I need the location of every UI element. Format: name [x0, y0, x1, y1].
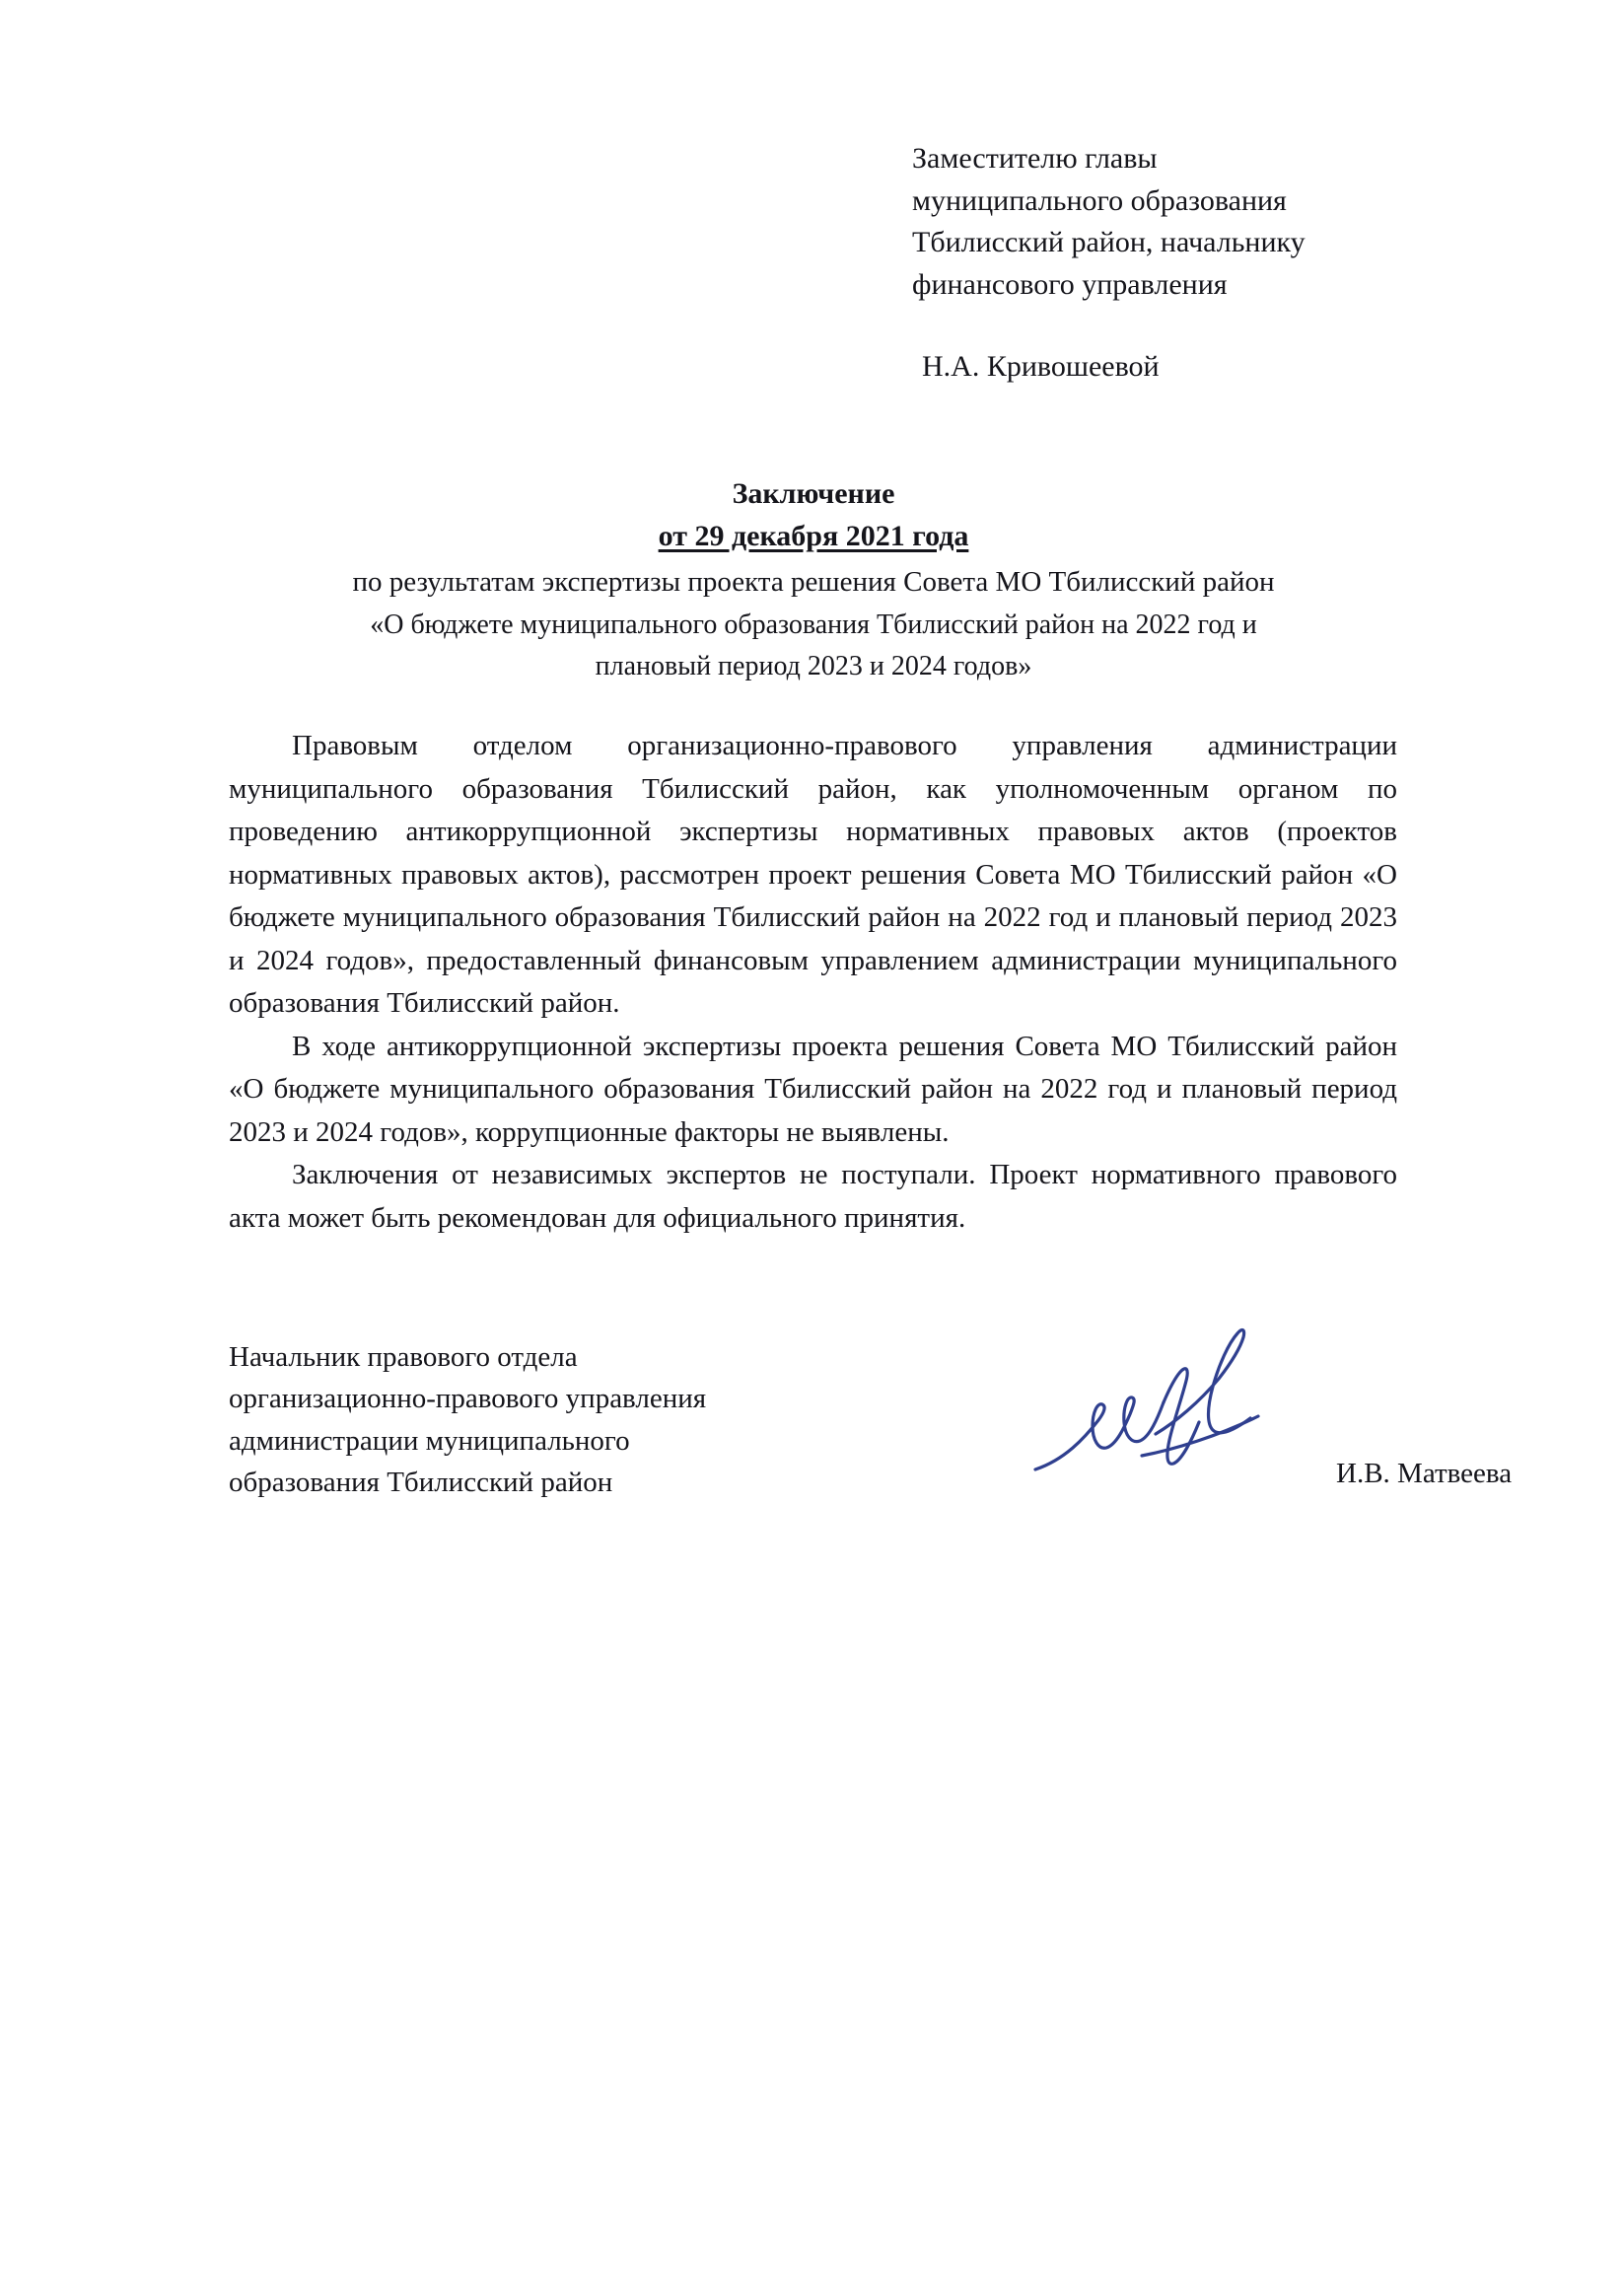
signature-line-1: Начальник правового отдела [229, 1341, 578, 1373]
subtitle-line-1: по результатам экспертизы проекта решения Совета МО Тбилисский район [352, 566, 1275, 599]
document-date: от 29 декабря 2021 года [658, 519, 969, 552]
document-title: Заключение [732, 477, 895, 510]
body-text [229, 725, 1397, 1240]
signature-line-4: образования Тбилисский район [229, 1466, 613, 1498]
signatory-name: И.В. Матвеева [1336, 1458, 1513, 1489]
addressee-line-2: муниципального образования [912, 183, 1287, 217]
signature-title-block [229, 1336, 706, 1503]
signature-line-2: организационно-правового управления [229, 1383, 707, 1415]
handwritten-signature-icon [1025, 1312, 1331, 1499]
signature-line-3: администрации муниципального [229, 1424, 630, 1457]
addressee-line-4: финансового управления [912, 267, 1228, 301]
addressee-name: Н.А. Кривошеевой [922, 350, 1160, 383]
paragraph-2: В ходе антикоррупционной экспертизы проекта решения Совета МО Тбилисский район «О бюджете муниципального образования Тбилисский район на 2022 год и плановый период 2023 и 2024 годов», коррупционные факторы не выявлены. [229, 1030, 1397, 1148]
subtitle-line-3: плановый период 2023 и 2024 годов» [595, 650, 1032, 681]
paragraph-3: Заключения от независимых экспертов не поступали. Проект нормативного правового акта может быть рекомендован для официального принятия. [229, 1159, 1397, 1234]
paragraph-1: Правовым отделом организационно-правового управления администрации муниципального образования Тбилисский район, как уполномоченным органом по проведению антикоррупционной экспертизы нормативных правовых актов (проектов нормативных правовых актов), рассмотрен проект решения Совета МО Тбилисский район «О бюджете муниципального образования Тбилисский район на 2022 год и плановый период 2023 и 2024 годов», предоставленный финансовым управлением администрации муниципального образования Тбилисский район. [229, 730, 1397, 1019]
addressee-block [912, 138, 1504, 306]
subtitle-line-2: «О бюджете муниципального образования Тбилисский район на 2022 год и [370, 609, 1257, 640]
addressee-line-1: Заместителю главы [912, 142, 1158, 175]
addressee-line-3: Тбилисский район, начальнику [912, 226, 1306, 259]
document-subtitle [232, 561, 1395, 687]
title-block [232, 473, 1395, 687]
